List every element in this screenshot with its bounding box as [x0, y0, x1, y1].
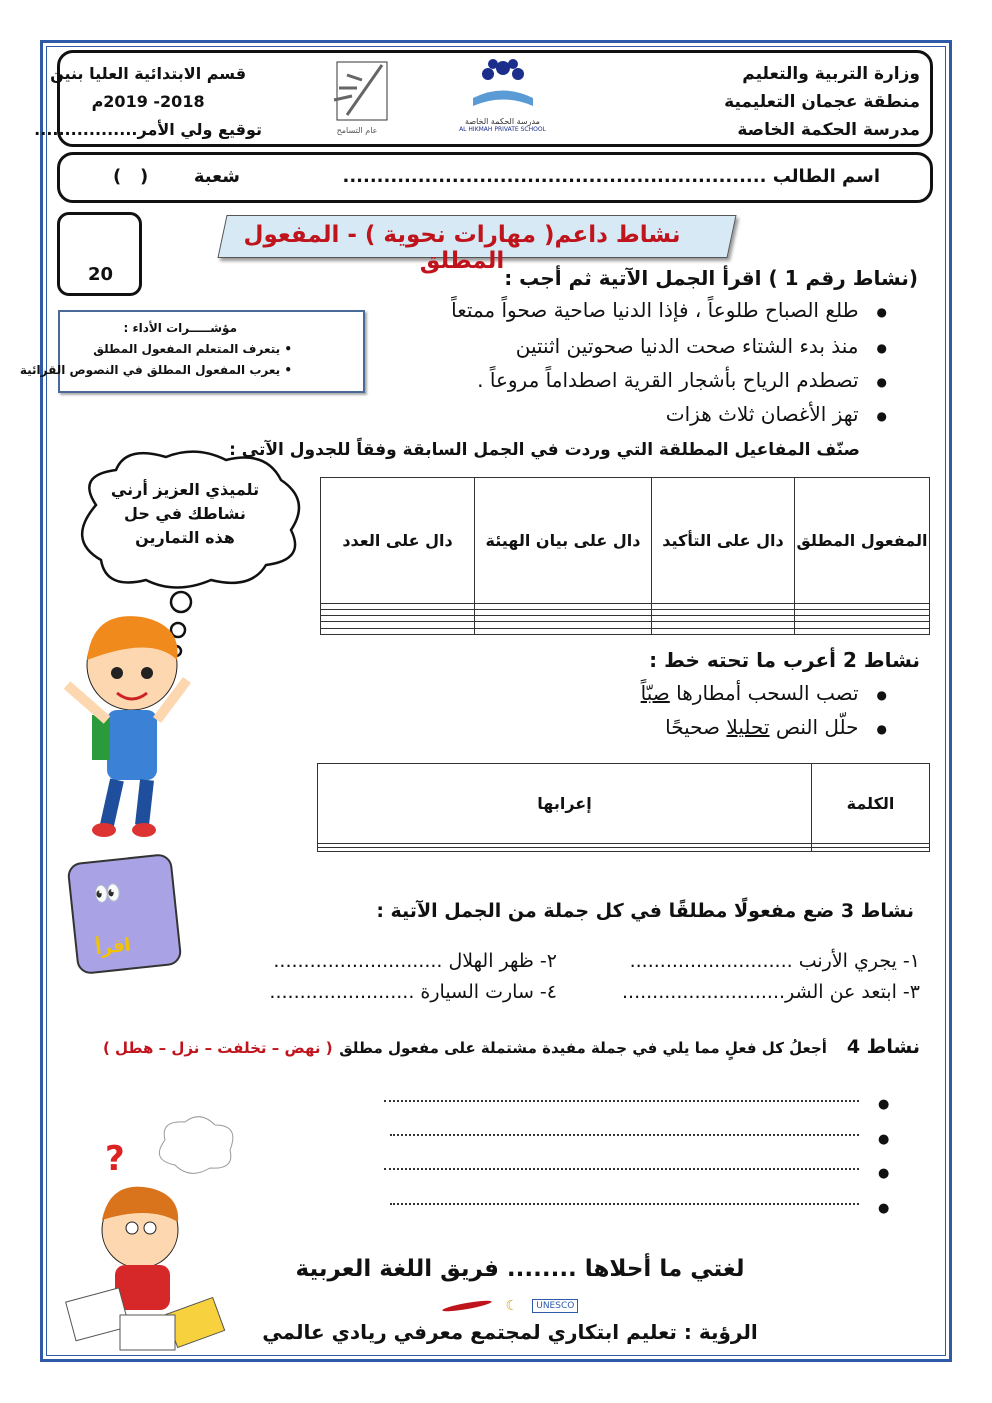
tolerance-logo: عام التسامح — [318, 60, 396, 138]
school-year: 2018- 2019م — [91, 92, 205, 111]
activity2-heading: نشاط 2 أعرب ما تحته خط : — [649, 648, 920, 672]
exercise-2[interactable]: ٢- ظهر الهلال ............................ — [273, 950, 557, 972]
svg-text:?: ? — [105, 1139, 125, 1179]
section-field[interactable]: ( ) — [113, 166, 149, 187]
table-header-row: المفعول المطلق دال على التأكيد دال على بيان الهيئة دال على العدد — [321, 478, 930, 604]
header-left — [34, 60, 262, 144]
table-row[interactable] — [321, 628, 930, 634]
ministry: وزارة التربية والتعليم — [742, 64, 920, 84]
unesco-logo: UNESCO — [532, 1299, 578, 1313]
section-label: شعبة — [193, 166, 240, 187]
thinking-kid-illustration — [50, 1110, 250, 1355]
sentence-4: ● تهز الأغصان ثلاث هزات — [666, 402, 887, 426]
activity1-instruction: صنّف المفاعيل المطلقة التي وردت في الجمل السابقة وفقاً للجدول الآتي : — [229, 440, 860, 460]
zone: منطقة عجمان التعليمية — [724, 92, 920, 112]
answer-line-1[interactable] — [384, 1100, 859, 1102]
activity2-sentence-1: ● تصب السحب أمطارها صبّاً — [641, 681, 887, 705]
sentence-2: ● منذ بدء الشتاء صحت الدنيا صحوتين اثنتين — [516, 334, 887, 358]
table-header-row: الكلمة إعرابها — [318, 764, 930, 844]
partner-logo — [442, 1299, 492, 1314]
answer-line-3[interactable] — [384, 1168, 859, 1170]
partner-logo: ☾ — [505, 1298, 519, 1314]
classification-table — [320, 477, 930, 635]
exercise-1[interactable]: ١- يجري الأرنب ........................... — [629, 950, 920, 972]
page-title: نشاط داعم( مهارات نحوية ) - المفعول المطلق — [243, 222, 681, 274]
boy-illustration — [62, 605, 192, 840]
school-name: مدرسة الحكمة الخاصة — [737, 120, 920, 140]
activity4-heading: نشاط 4 أجعلُ كل فعلٍ مما يلي في جملة مفيدة مشتملة على مفعول مطلق ( نهض – تخلفت – نزل – هطل ) — [102, 1036, 920, 1058]
footer-motto: لغتي ما أحلاها ........ فريق اللغة العربية — [295, 1256, 745, 1282]
indicator-1: • يتعرف المتعلم المفعول المطلق — [93, 342, 292, 356]
school-logo: مدرسة الحكمة الخاصة AL HIKMAH PRIVATE SCHOOL — [440, 58, 565, 138]
header-right — [724, 60, 920, 144]
student-name-field[interactable]: اسم الطالب .............................................................. — [342, 166, 880, 187]
exercise-3[interactable]: ٣- ابتعد عن الشر........................... — [621, 981, 920, 1003]
bubble-text: تلميذي العزيز أرني نشاطك في حل هذه التمارين — [110, 480, 260, 547]
partner-logos — [405, 1295, 615, 1317]
table-row[interactable] — [318, 848, 930, 852]
parsing-table — [317, 763, 930, 852]
sentence-3: ● تصطدم الرياح بأشجار القرية اصطداماً مروعاً . — [477, 368, 887, 392]
guardian-signature: توقيع ولي الأمر................. — [34, 120, 262, 139]
activity1-heading: (نشاط رقم 1 ) اقرأ الجمل الآتية ثم أجب : — [504, 266, 918, 290]
answer-line-4[interactable] — [390, 1203, 859, 1205]
score-value: 20 — [88, 264, 114, 285]
sentence-1: ● طلع الصباح طلوعاً ، فإذا الدنيا صاحية صحواً ممتعاً — [451, 298, 887, 322]
book-illustration: 👀 اقرأ — [66, 853, 182, 975]
exercise-4[interactable]: ٤- سارت السيارة ........................ — [269, 981, 557, 1003]
activity2-sentence-2: ● حلّل النص تحليلا صحيحًا — [665, 715, 887, 739]
answer-line-2[interactable] — [390, 1134, 859, 1136]
indicators: مؤشـــــرات الأداء : • يتعرف المتعلم المفعول المطلق • يعرب المفعول المطلق في النصوص القرائية — [20, 318, 292, 381]
activity3-heading: نشاط 3 ضع مفعولًا مطلقًا في كل جملة من الجمل الآتية : — [376, 900, 914, 922]
department: قسم الابتدائية العليا بنين — [50, 64, 247, 83]
indicator-2: • يعرب المفعول المطلق في النصوص القرائية — [19, 363, 292, 377]
footer-vision: الرؤية : تعليم ابتكاري لمجتمع معرفي ريادي عالمي — [262, 1320, 758, 1344]
answer-bullets: ● ● ● ● — [878, 1097, 890, 1216]
